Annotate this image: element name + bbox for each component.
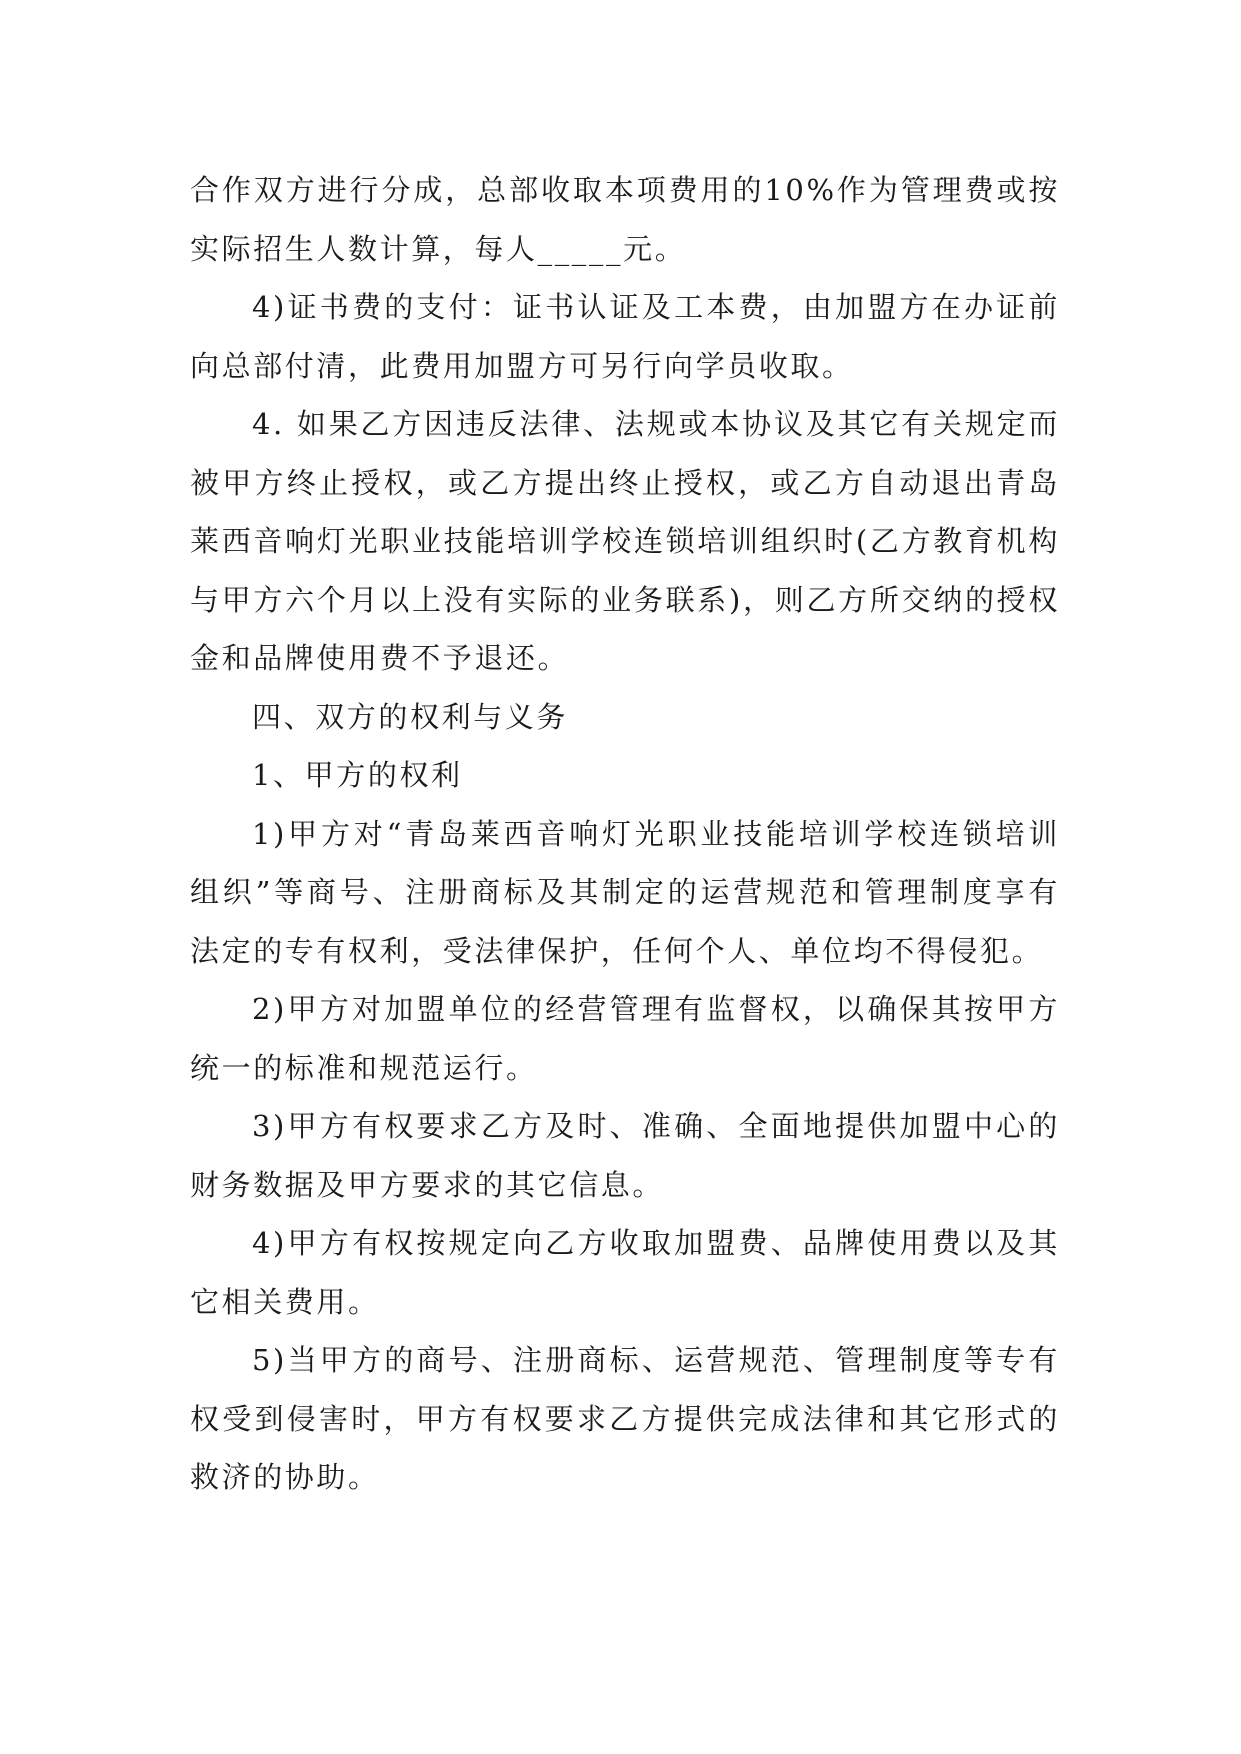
paragraph-trademark-rights: 1)甲方对“青岛莱西音响灯光职业技能培训学校连锁培训组织”等商号、注册商标及其制定的运营规范和管理制度享有法定的专有权利，受法律保护，任何个人、单位均不得侵犯。 — [190, 816, 1060, 968]
paragraph-termination-clause: 4. 如果乙方因违反法律、法规或本协议及其它有关规定而被甲方终止授权，或乙方提出终止授权，或乙方自动退出青岛莱西音响灯光职业技能培训学校连锁培训组织时(乙方教育机构与甲方六个月以上没有实际的业务联系)，则乙方所交纳的授权金和品牌使用费不予退还。 — [190, 407, 1060, 675]
paragraph-fee-collection-rights: 4)甲方有权按规定向乙方收取加盟费、品牌使用费以及其它相关费用。 — [190, 1226, 1060, 1319]
document-body — [190, 161, 1060, 1507]
paragraph-revenue-split: 合作双方进行分成，总部收取本项费用的10%作为管理费或按实际招生人数计算，每人_____元。 — [190, 173, 1060, 266]
paragraph-financial-data-rights: 3)甲方有权要求乙方及时、准确、全面地提供加盟中心的财务数据及甲方要求的其它信息。 — [190, 1109, 1060, 1202]
paragraph-infringement-assistance: 5)当甲方的商号、注册商标、运营规范、管理制度等专有权受到侵害时，甲方有权要求乙方提供完成法律和其它形式的救济的协助。 — [190, 1343, 1060, 1494]
section-heading-rights-obligations: 四、双方的权利与义务 — [252, 699, 569, 734]
paragraph-supervision-rights: 2)甲方对加盟单位的经营管理有监督权，以确保其按甲方统一的标准和规范运行。 — [190, 992, 1060, 1085]
paragraph-certificate-fee: 4)证书费的支付：证书认证及工本费，由加盟方在办证前向总部付清，此费用加盟方可另行向学员收取。 — [190, 290, 1060, 383]
subsection-heading-party-a-rights: 1、甲方的权利 — [252, 758, 463, 792]
